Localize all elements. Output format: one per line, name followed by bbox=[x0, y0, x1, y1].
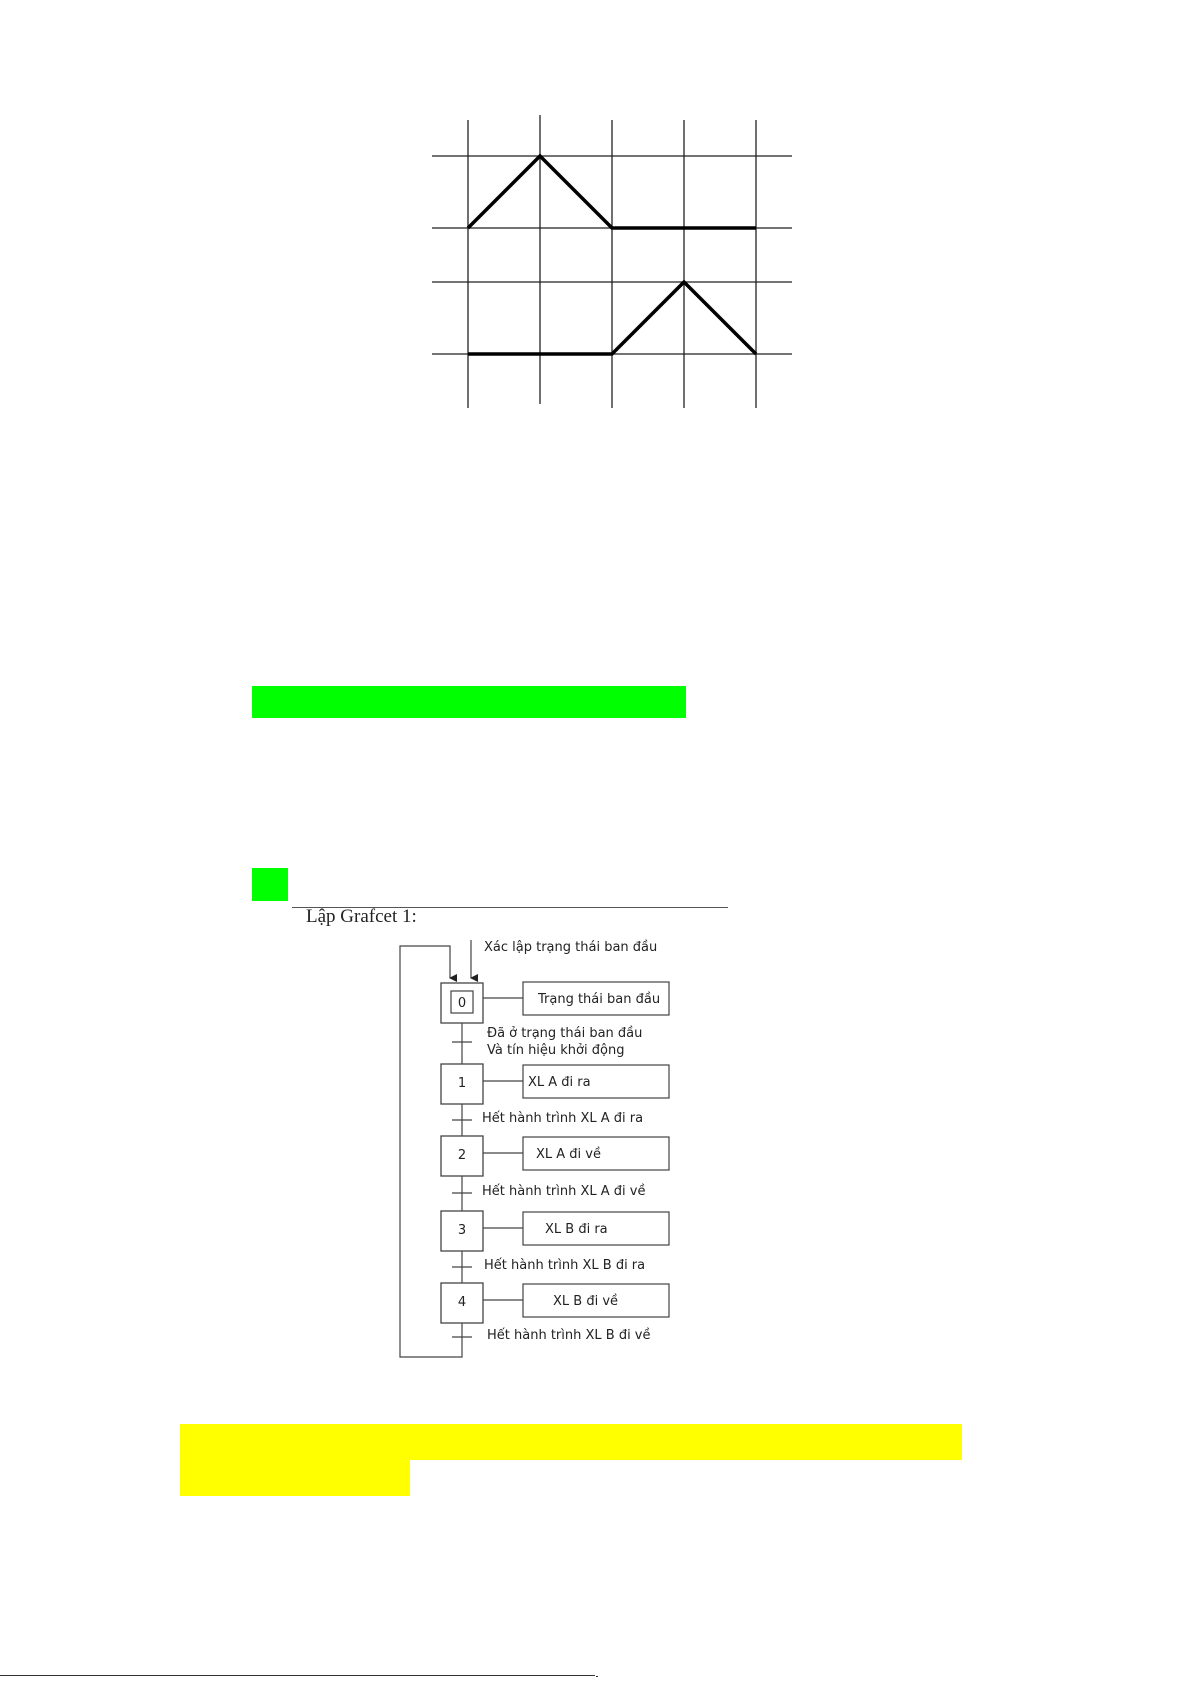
transition-label: Hết hành trình XL A đi ra bbox=[482, 1111, 644, 1126]
action-text: Trạng thái ban đầu bbox=[538, 992, 661, 1007]
init-label: Xác lập trạng thái ban đầu bbox=[484, 940, 658, 955]
step-number: 2 bbox=[457, 1148, 467, 1163]
transition-label: Hết hành trình XL B đi về bbox=[487, 1328, 651, 1343]
action-text: XL A đi về bbox=[536, 1147, 601, 1162]
transition-label: Và tín hiệu khởi động bbox=[487, 1043, 625, 1058]
footer-rule bbox=[0, 1675, 595, 1676]
action-text: XL A đi ra bbox=[528, 1075, 591, 1090]
grafcet-structure bbox=[400, 940, 669, 1357]
yellow-highlight-line-1 bbox=[180, 1424, 962, 1460]
action-text: XL B đi về bbox=[553, 1294, 619, 1309]
step-number: 4 bbox=[457, 1295, 467, 1310]
yellow-highlight-line-2 bbox=[180, 1460, 410, 1496]
transition-label: Đã ở trạng thái ban đầu bbox=[487, 1026, 643, 1041]
footer-tick bbox=[596, 1676, 598, 1677]
step-number: 0 bbox=[457, 996, 467, 1011]
action-text: XL B đi ra bbox=[545, 1222, 608, 1237]
step-number: 1 bbox=[457, 1076, 467, 1091]
step-number: 3 bbox=[457, 1223, 467, 1238]
transition-label: Hết hành trình XL A đi về bbox=[482, 1184, 646, 1199]
transition-label: Hết hành trình XL B đi ra bbox=[484, 1258, 646, 1273]
grafcet-title: Lập Grafcet 1: bbox=[306, 906, 417, 927]
